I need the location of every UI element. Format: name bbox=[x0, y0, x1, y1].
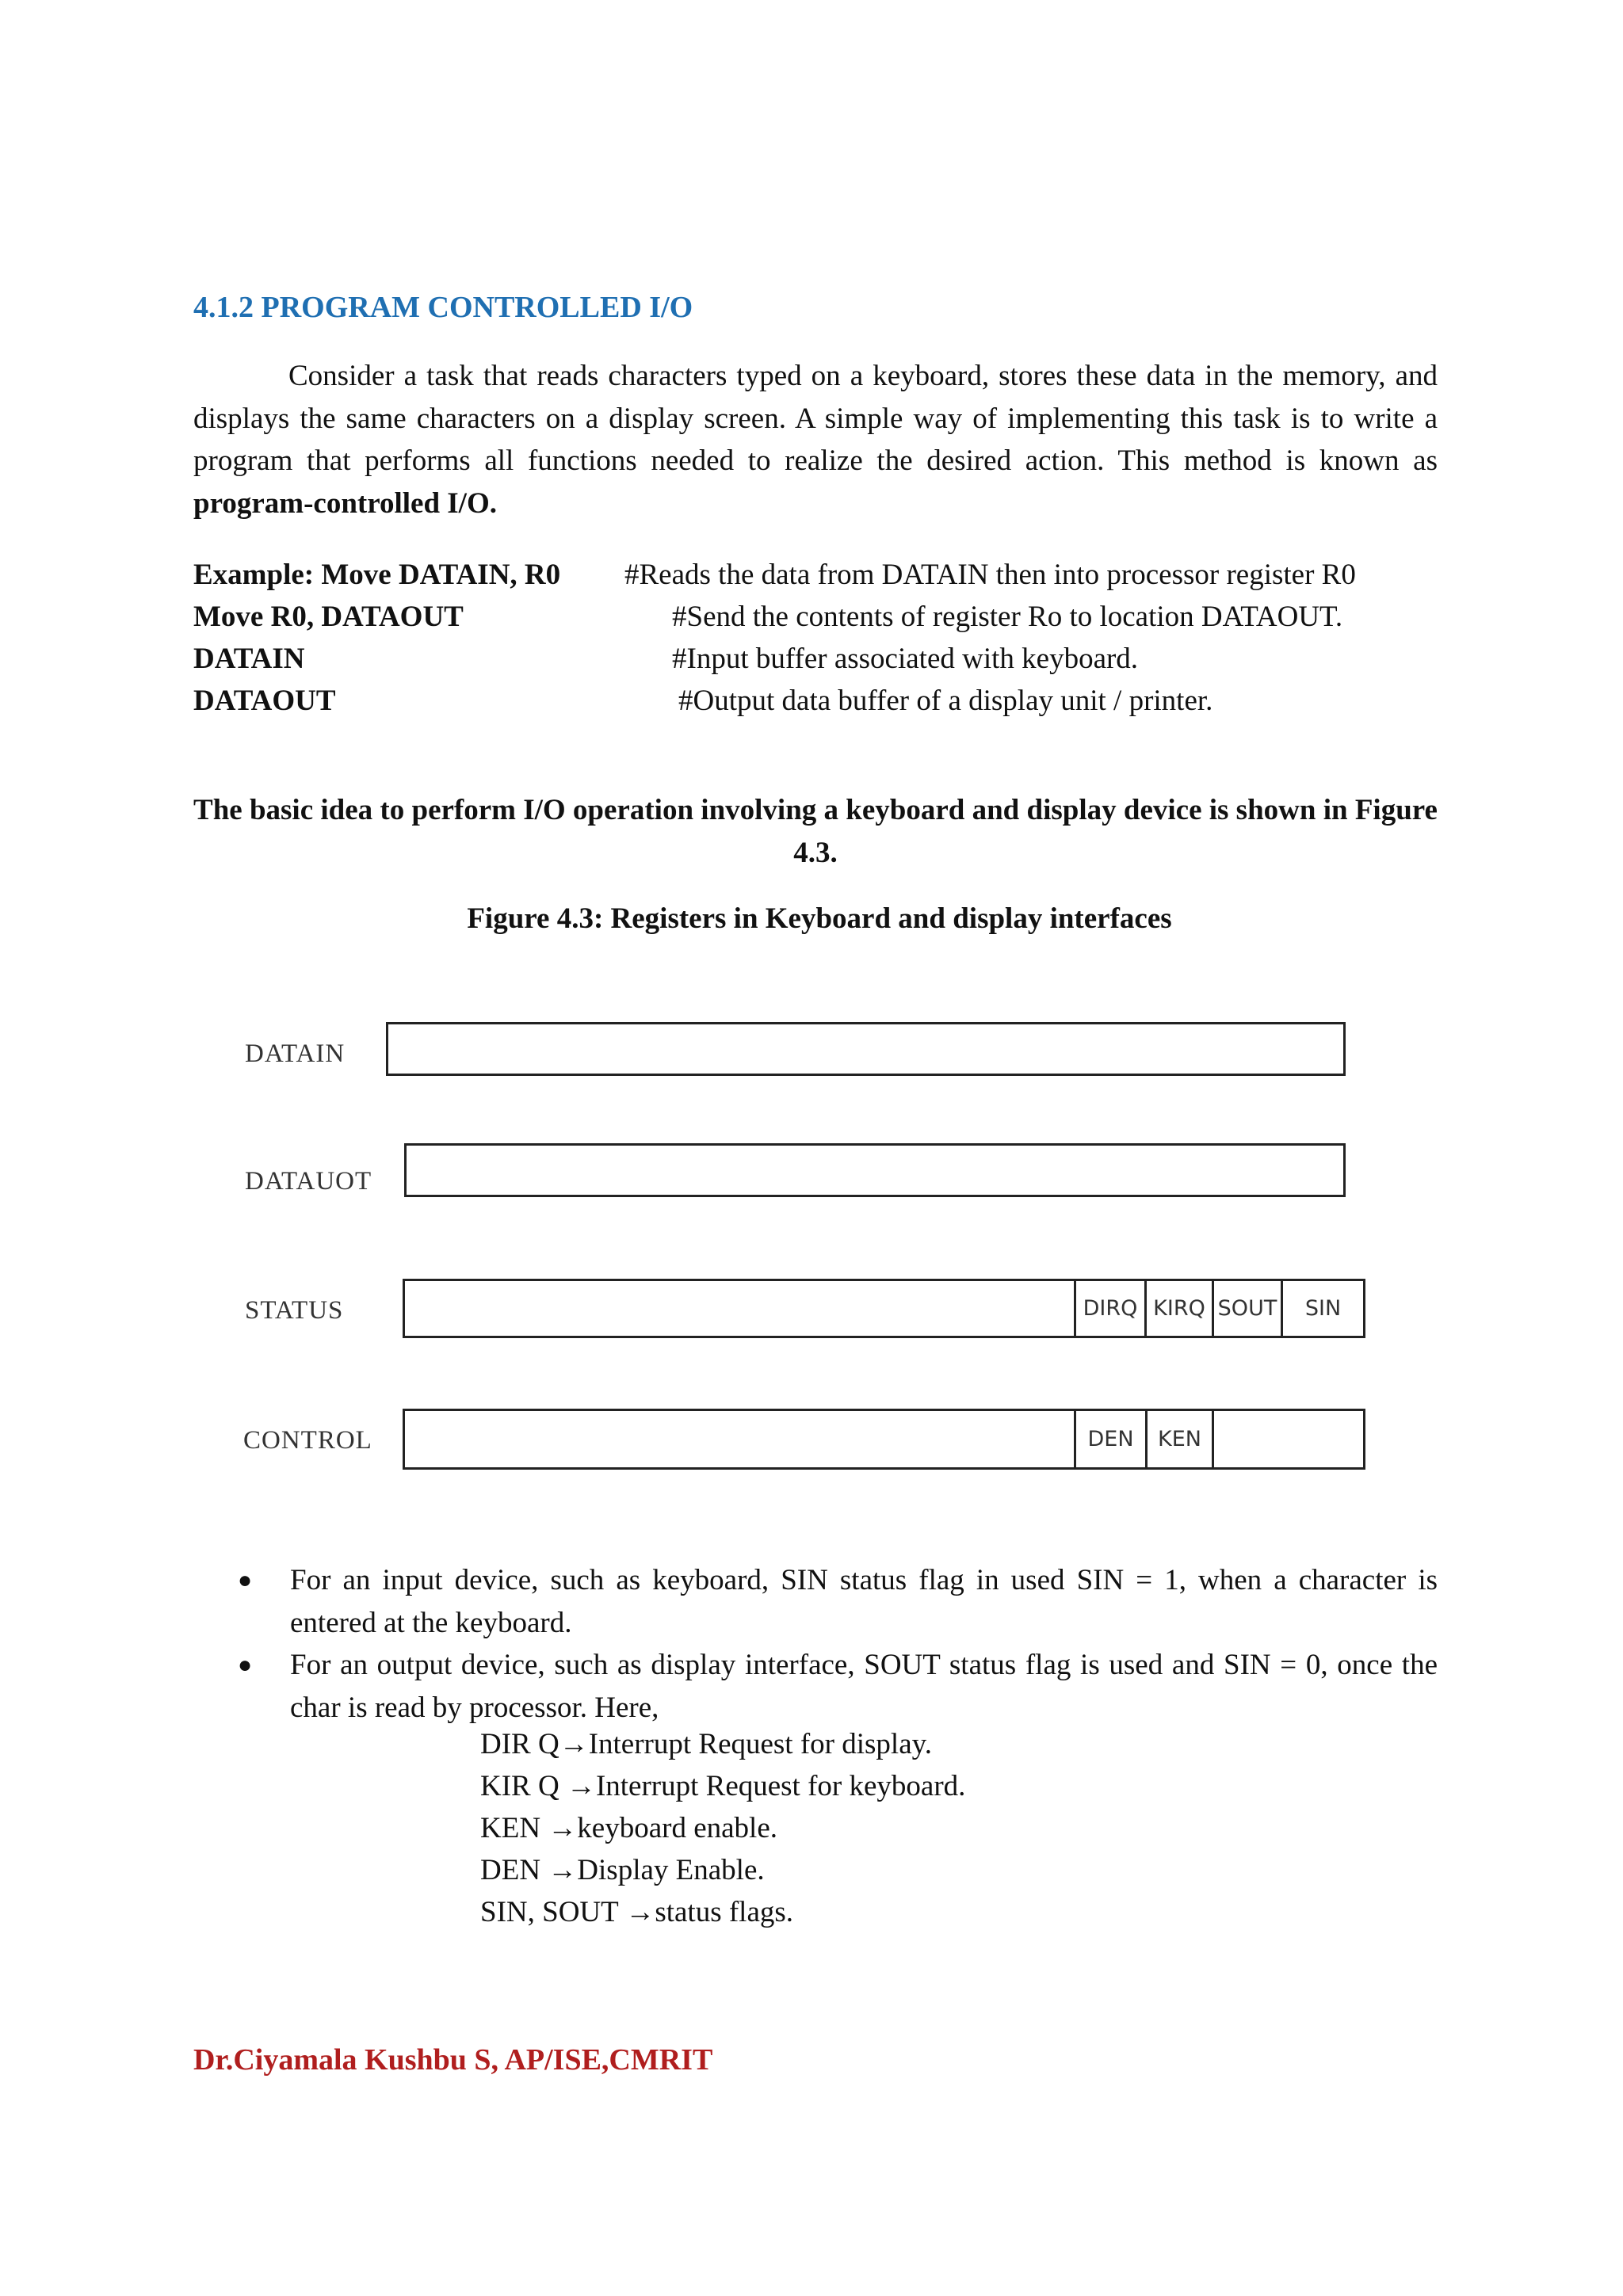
control-register bbox=[403, 1409, 1365, 1470]
bullet-item-1: For an input device, such as keyboard, SIN status flag in used SIN = 1, when a character is entered at the keyboard. bbox=[290, 1564, 1438, 1639]
status-bit-dirq: DIRQ bbox=[1074, 1281, 1144, 1336]
control-bit-ken: KEN bbox=[1145, 1411, 1212, 1467]
bullet-marker-2: ● bbox=[238, 1652, 253, 1678]
example-label-4: DATAOUT bbox=[193, 685, 336, 717]
status-bit-kirq: KIRQ bbox=[1144, 1281, 1212, 1336]
abbr-status-flags: SIN, SOUT →status flags. bbox=[480, 1896, 794, 1928]
datain-register bbox=[386, 1022, 1346, 1076]
example-comment-4: #Output data buffer of a display unit / printer. bbox=[678, 685, 1213, 717]
dataout-register bbox=[404, 1143, 1346, 1197]
bullet-marker-1: ● bbox=[238, 1567, 253, 1593]
author-footer: Dr.Ciyamala Kushbu S, AP/ISE,CMRIT bbox=[193, 2043, 713, 2077]
abbr-dirq: DIR Q→Interrupt Request for display. bbox=[480, 1728, 932, 1760]
figure-caption: Figure 4.3: Registers in Keyboard and display interfaces bbox=[467, 902, 1172, 935]
example-comment-2: #Send the contents of register Ro to location DATAOUT. bbox=[672, 601, 1343, 633]
control-bit-den: DEN bbox=[1074, 1411, 1145, 1467]
intro-bold-term: program-controlled I/O. bbox=[193, 486, 497, 520]
section-heading: 4.1.2 PROGRAM CONTROLLED I/O bbox=[193, 291, 693, 324]
abbr-ken: KEN →keyboard enable. bbox=[480, 1812, 778, 1844]
status-register-label: STATUS bbox=[245, 1296, 344, 1325]
dataout-register-label: DATAUOT bbox=[245, 1167, 372, 1196]
datain-register-label: DATAIN bbox=[245, 1039, 346, 1068]
abbr-kirq: KIR Q →Interrupt Request for keyboard. bbox=[480, 1770, 966, 1802]
status-bit-sout: SOUT bbox=[1212, 1281, 1281, 1336]
example-comment-1: #Reads the data from DATAIN then into processor register R0 bbox=[624, 559, 1356, 591]
example-label-3: DATAIN bbox=[193, 643, 305, 675]
intro-paragraph bbox=[193, 355, 1438, 524]
bullet-item-2: For an output device, such as display interface, SOUT status flag is used and SIN = 0, once the char is read by processor. Here, bbox=[290, 1649, 1438, 1724]
status-bit-sin: SIN bbox=[1281, 1281, 1363, 1336]
abbr-den: DEN →Display Enable. bbox=[480, 1854, 765, 1886]
example-label-2: Move R0, DATAOUT bbox=[193, 601, 464, 633]
intro-text: Consider a task that reads characters typed on a keyboard, stores these data in the memory, and displays the same characters on a display screen. A simple way of implementing this task is to write a program that performs all functions needed to realize the desired action. This method is known as bbox=[193, 360, 1438, 477]
control-bit-unused bbox=[1212, 1411, 1363, 1467]
control-register-label: CONTROL bbox=[243, 1426, 372, 1455]
example-comment-3: #Input buffer associated with keyboard. bbox=[672, 643, 1139, 675]
status-register bbox=[403, 1279, 1365, 1338]
example-label-1: Example: Move DATAIN, R0 bbox=[193, 559, 561, 591]
idea-statement: The basic idea to perform I/O operation involving a keyboard and display device is shown in Figure 4.3. bbox=[193, 794, 1438, 869]
